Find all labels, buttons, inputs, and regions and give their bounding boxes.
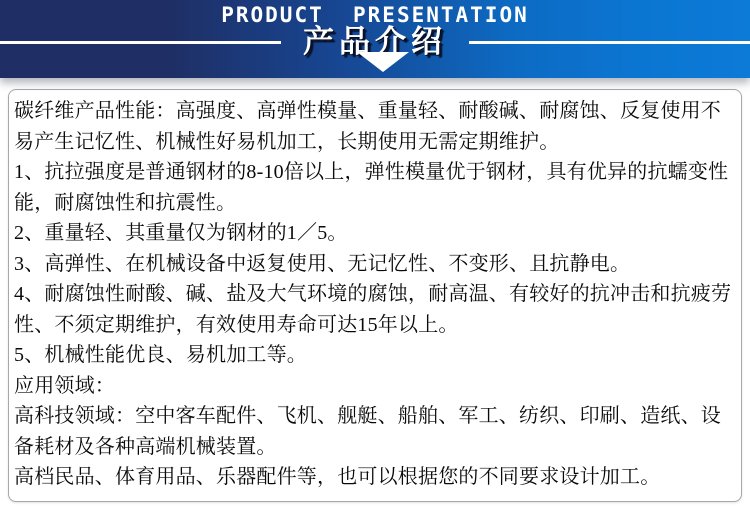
paragraph-item-3: 3、高弹性、在机械设备中返复使用、无记忆性、不变形、且抗静电。	[14, 252, 631, 275]
paragraph-item-4: 4、耐腐蚀性耐酸、碱、盐及大气环境的腐蚀，耐高温、有较好的抗冲击和抗疲劳性、不须定期维护，有效使用寿命可达15年以上。	[14, 283, 732, 336]
paragraph-product-properties: 碳纤维产品性能：高强度、高弹性模量、重量轻、耐酸碱、耐腐蚀、反复使用不易产生记忆性、机械性好易机加工，长期使用无需定期维护。	[14, 100, 721, 153]
header-banner	[0, 0, 750, 78]
header-title-cn: 产品介绍	[303, 24, 447, 59]
header-title-en: PRODUCT PRESENTATION	[221, 3, 529, 27]
paragraph-item-2: 2、重量轻、其重量仅为钢材的1／5。	[14, 222, 348, 244]
content-panel	[8, 89, 742, 502]
paragraph-consumer-goods: 高档民品、体育用品、乐器配件等，也可以根据您的不同要求设计加工。	[14, 466, 661, 488]
paragraph-item-5: 5、机械性能优良、易机加工等。	[14, 344, 307, 366]
header-divider-left	[0, 41, 281, 44]
down-arrow-icon	[357, 52, 409, 72]
header-divider-right	[469, 41, 750, 44]
paragraph-hightech-fields: 高科技领域：空中客车配件、飞机、舰艇、船舶、军工、纺织、印刷、造纸、设备耗材及各种高端机械装置。	[14, 405, 721, 458]
paragraph-application-heading: 应用领域：	[14, 374, 115, 397]
paragraph-item-1: 1、抗拉强度是普通钢材的8-10倍以上，弹性模量优于钢材，具有优异的抗蠕变性能，耐腐蚀性和抗震性。	[14, 161, 729, 214]
